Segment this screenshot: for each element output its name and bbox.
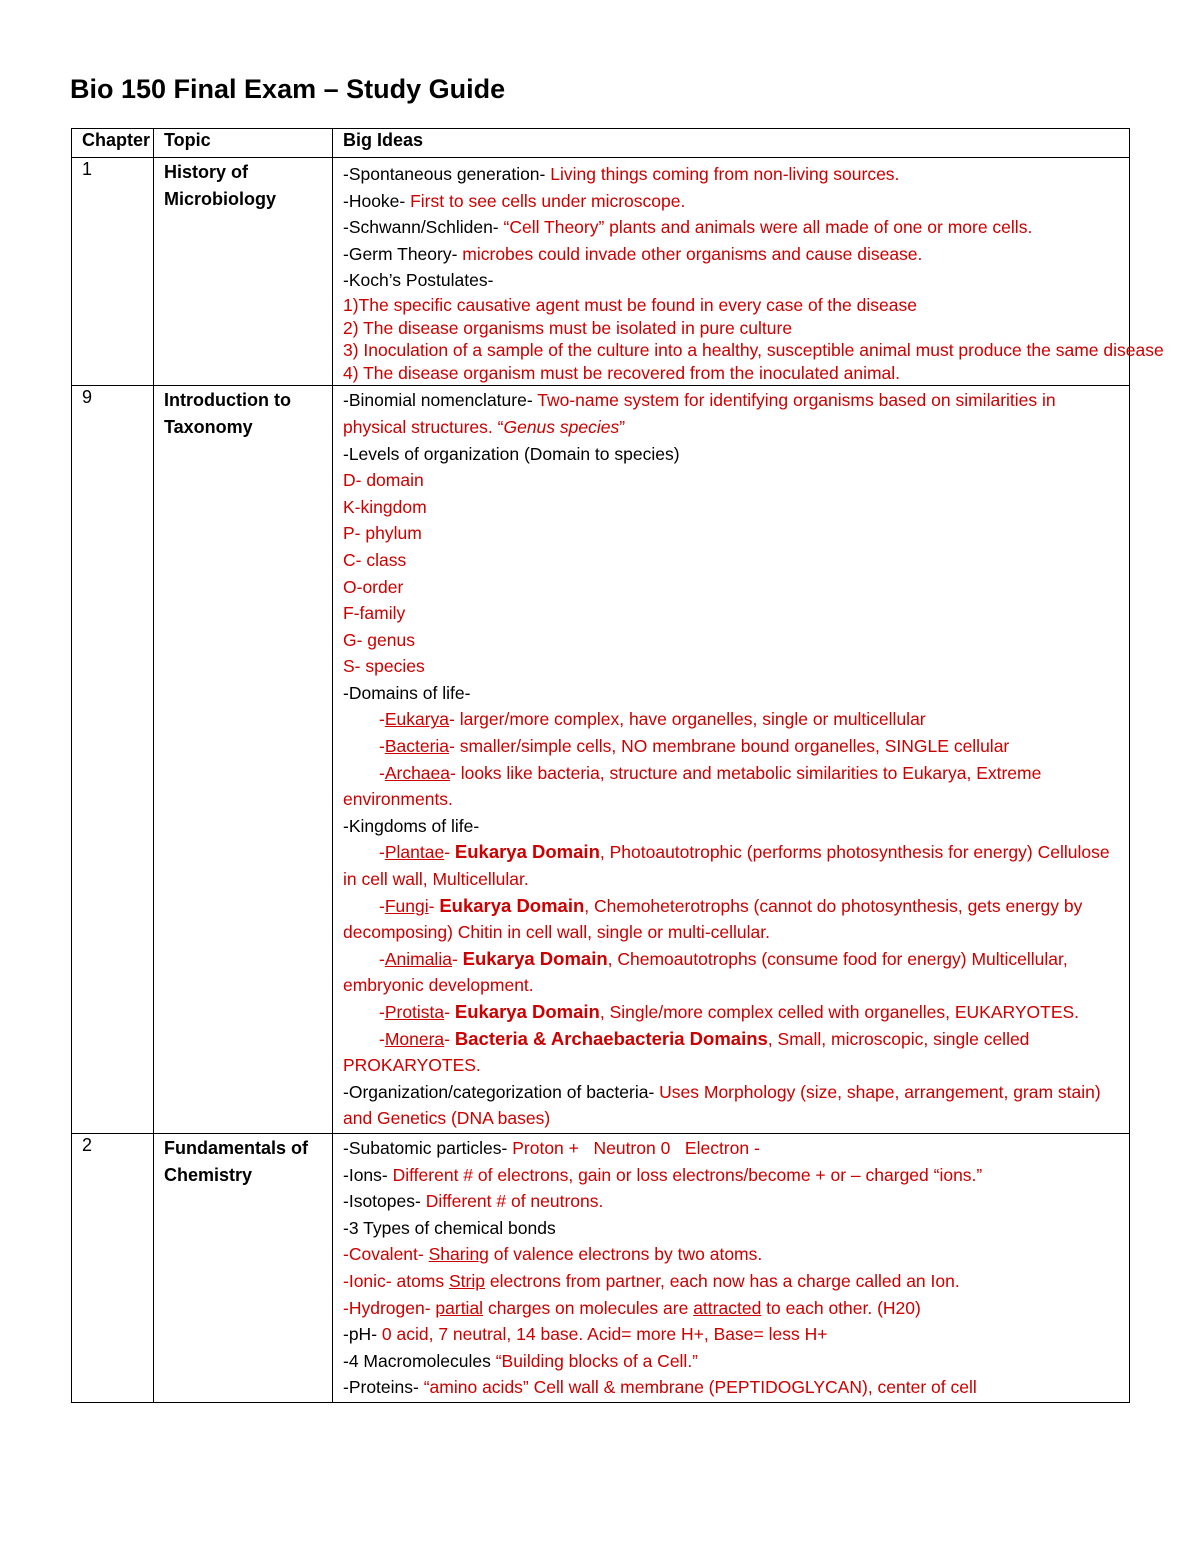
idea-line: -Domains of life-: [343, 682, 471, 703]
table-row: [72, 158, 1130, 386]
idea-line: -Koch’s Postulates-: [343, 270, 494, 291]
idea-line: -Proteins- “amino acids” Cell wall & membrane (PEPTIDOGLYCAN), center of cell: [343, 1377, 977, 1398]
idea-line: -Ionic- atoms Strip electrons from partner, each now has a charge called an Ion.: [343, 1270, 960, 1291]
big-ideas-cell: [333, 386, 1130, 1134]
idea-line: -Germ Theory- microbes could invade other organisms and cause disease.: [343, 243, 923, 264]
postulate: 3) Inoculation of a sample of the culture into a healthy, susceptible animal must produce the same disease: [343, 340, 1164, 361]
table-header-row: [72, 129, 1130, 158]
header-chapter: Chapter: [72, 129, 154, 158]
idea-line: -Subatomic particles- Proton + Neutron 0 Electron -: [343, 1137, 760, 1158]
taxonomy-level: O-order: [343, 576, 404, 597]
taxonomy-level: K-kingdom: [343, 496, 427, 517]
idea-line: -Organization/categorization of bacteria- Uses Morphology (size, shape, arrangement, gram stain) and Genetics (DNA bases): [343, 1081, 1101, 1129]
idea-line: -Isotopes- Different # of neutrons.: [343, 1191, 604, 1212]
big-ideas-cell: [333, 1133, 1130, 1402]
topic-name: Fundamentals of Chemistry: [154, 1133, 333, 1402]
topic-name: Introduction to Taxonomy: [154, 386, 333, 1134]
kingdom-item: -Monera- Bacteria & Archaebacteria Domains, Small, microscopic, single celled PROKARYOTES.: [343, 1027, 1030, 1076]
kingdom-item: -Animalia- Eukarya Domain, Chemoautotrophs (consume food for energy) Multicellular, embryonic development.: [343, 947, 1068, 996]
idea-line: -pH- 0 acid, 7 neutral, 14 base. Acid= more H+, Base= less H+: [343, 1324, 828, 1345]
taxonomy-level: D- domain: [343, 470, 424, 491]
kingdom-item: -Plantae- Eukarya Domain, Photoautotrophic (performs photosynthesis for energy) Cellulose in cell wall, Multicellular.: [343, 841, 1110, 890]
idea-line: -Covalent- Sharing of valence electrons by two atoms.: [343, 1244, 763, 1265]
taxonomy-level: G- genus: [343, 629, 415, 650]
chapter-number: 1: [72, 158, 154, 386]
idea-line: -Hydrogen- partial charges on molecules are attracted to each other. (H20): [343, 1297, 921, 1318]
kingdom-item: -Protista- Eukarya Domain, Single/more complex celled with organelles, EUKARYOTES.: [379, 1001, 1080, 1022]
table-row: [72, 1133, 1130, 1402]
idea-line: -Binomial nomenclature- Two-name system for identifying organisms based on similarities in physical structures. “Genus species”: [343, 390, 1056, 437]
idea-line: -Schwann/Schliden- “Cell Theory” plants and animals were all made of one or more cells.: [343, 217, 1033, 238]
domain-item: -Bacteria- smaller/simple cells, NO membrane bound organelles, SINGLE cellular: [379, 736, 1010, 757]
idea-line: -4 Macromolecules “Building blocks of a Cell.”: [343, 1350, 699, 1371]
idea-line: -Ions- Different # of electrons, gain or loss electrons/become + or – charged “ions.”: [343, 1164, 983, 1185]
postulate: 4) The disease organism must be recovered from the inoculated animal.: [343, 362, 901, 383]
document-title: Bio 150 Final Exam – Study Guide: [70, 74, 506, 104]
kochs-postulates-list: [343, 294, 1164, 384]
postulate: 2) The disease organisms must be isolated in pure culture: [343, 317, 793, 338]
postulate: 1)The specific causative agent must be found in every case of the disease: [343, 294, 917, 315]
header-topic: Topic: [154, 129, 333, 158]
idea-line: -Spontaneous generation- Living things coming from non-living sources.: [343, 164, 900, 184]
taxonomy-level: F-family: [343, 603, 406, 624]
idea-line: -Kingdoms of life-: [343, 815, 480, 836]
chapter-number: 2: [72, 1133, 154, 1402]
big-ideas-cell: [333, 158, 1164, 386]
kingdom-item: -Fungi- Eukarya Domain, Chemoheterotrophs (cannot do photosynthesis, gets energy by decomposing) Chitin in cell wall, single or multi-cellular.: [343, 894, 1083, 943]
taxonomy-level: C- class: [343, 549, 407, 570]
idea-line: -Levels of organization (Domain to species): [343, 443, 680, 464]
taxonomy-level: S- species: [343, 656, 425, 677]
chapter-number: 9: [72, 386, 154, 1134]
domain-item: -Archaea- looks like bacteria, structure and metabolic similarities to Eukarya, Extreme environments.: [343, 762, 1042, 810]
study-guide-table: [71, 128, 1164, 1403]
domain-item: -Eukarya- larger/more complex, have organelles, single or multicellular: [379, 709, 926, 730]
taxonomy-level: P- phylum: [343, 523, 422, 544]
idea-line: -Hooke- First to see cells under microscope.: [343, 190, 686, 211]
header-big-ideas: Big Ideas: [333, 129, 1130, 158]
table-row: [72, 386, 1130, 1134]
topic-name: History of Microbiology: [154, 158, 333, 386]
idea-line: -3 Types of chemical bonds: [343, 1217, 556, 1238]
